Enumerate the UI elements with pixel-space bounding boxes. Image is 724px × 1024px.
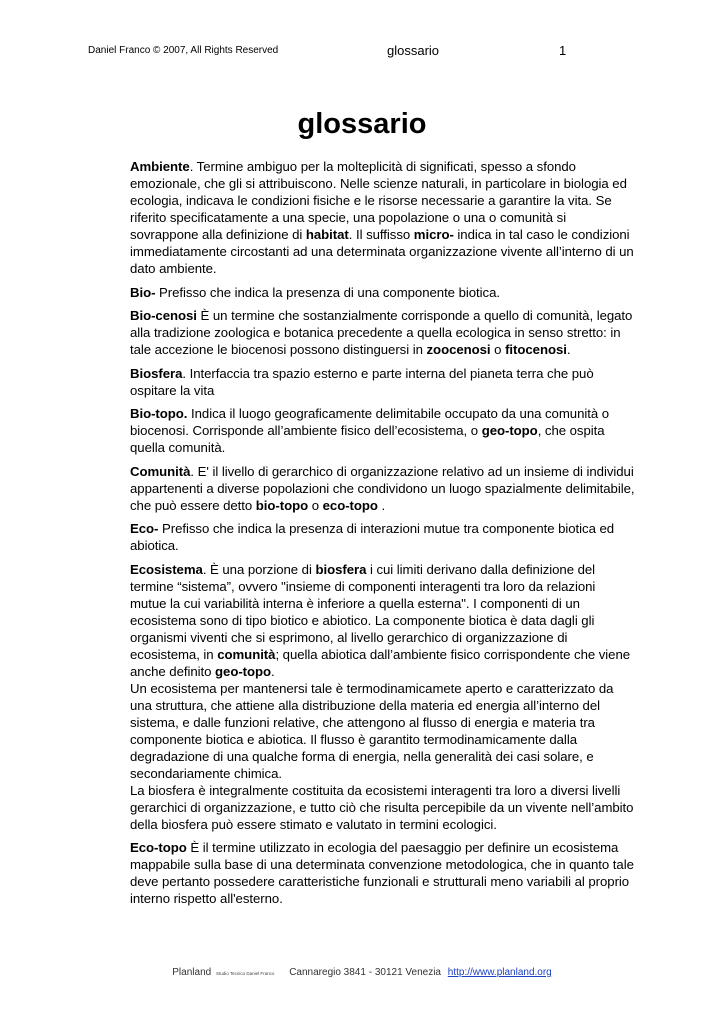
entry-text: È il termine utilizzato in ecologia del paesaggio per definire un ecosistema mappabile sulla base di una determinata convenzione metodologica, che in quanto tale deve pertanto possedere caratteristiche funzionali e strutturali meno variabili al proprio interno rispetto all'esterno.: [130, 840, 634, 906]
bold-term: Biosfera: [130, 365, 183, 381]
entry-text: , che ospita quella comunità.: [130, 423, 605, 455]
glossary-entry-eco: [130, 520, 635, 554]
glossary-entry-comunita: [130, 463, 635, 514]
bold-term: habitat: [305, 227, 349, 242]
glossary-content: [130, 158, 635, 914]
glossary-entry-ecosistema-continued-2: [130, 782, 635, 833]
entry-text: . Termine ambiguo per la molteplicità di significati, spesso a sfondo emozionale, che gli si attribuiscono. Nelle scienze naturali, in particolare in biologia ed ecologia, indicava le condizioni fisiche e le risorse necessarie a garantire la vita. Se riferito specificatamente a una specie, una popolazione o una o comunità si sovrappone alla definizione di: [130, 159, 627, 242]
bold-term: Eco-topo: [130, 840, 187, 855]
bold-term: Bio-: [130, 284, 156, 300]
entry-text: . Interfaccia tra spazio esterno e parte interna del pianeta terra che può ospitare la vita: [130, 365, 594, 398]
bold-term: zoocenosi: [426, 342, 491, 357]
footer-address: Cannaregio 3841 - 30121 Venezia: [289, 967, 441, 978]
footer-brand: Planland: [172, 967, 212, 978]
bold-term: Comunità: [130, 463, 191, 479]
glossary-entry-bio: [130, 284, 635, 301]
entry-text: Prefisso che indica la presenza di una componente biotica.: [155, 284, 500, 300]
bold-term: micro-: [413, 227, 454, 242]
glossary-entry-ambiente: [130, 158, 635, 277]
bold-term: fitocenosi: [505, 342, 567, 357]
entry-text: .: [566, 342, 571, 357]
entry-text: i cui limiti derivano dalla definizione del termine “sistema”, ovvero "insieme di componenti interagenti tra loro da relazioni mutue la cui variabilità interna è inferiore a quella esterna". I componenti di un ecosistema sono di tipo biotico e abiotico. La componente biotica è data dagli gli organismi viventi che si esprimono, al livello gerarchico di organizzazione di ecosistema, in: [130, 561, 596, 662]
footer: [0, 967, 724, 978]
bold-term: Bio-cenosi: [130, 308, 197, 323]
entry-text: .: [377, 497, 386, 513]
bold-term: eco-topo: [322, 497, 378, 513]
glossary-entry-ecosistema-continued-1: [130, 680, 635, 782]
footer-website-link[interactable]: http://www.planland.org: [447, 967, 552, 978]
bold-term: bio-topo: [255, 497, 309, 513]
header-title: glossario: [387, 43, 440, 58]
glossary-entry-bio-topo: [130, 405, 635, 456]
glossary-entry-eco-topo: [130, 839, 635, 907]
bold-term: Eco-: [130, 521, 159, 536]
entry-text: o: [490, 342, 506, 357]
bold-term: biosfera: [315, 561, 367, 577]
entry-text: . Il suffisso: [348, 227, 414, 242]
entry-text: Prefisso che indica la presenza di interazioni mutue tra componente biotica ed abiotica.: [130, 521, 615, 553]
page-number: 1: [559, 43, 567, 58]
footer-studio: Studio Tecnico Daniel Franco: [215, 971, 275, 976]
bold-term: Bio-topo.: [130, 406, 188, 421]
bold-term: comunità: [217, 646, 276, 662]
entry-text: . È una porzione di: [202, 561, 316, 577]
bold-term: geo-topo: [215, 663, 272, 679]
glossary-entry-biosfera: [130, 365, 635, 399]
document-title: glossario: [297, 108, 427, 140]
entry-text: La biosfera è integralmente costituita da ecosistemi interagenti tra loro a diversi livelli gerarchici di organizzazione, e tutto ciò che risulta percepibile da un vivente nell’ambito della biosfera può essere stimato e valutato in termini ecologici.: [130, 782, 634, 832]
bold-term: geo-topo: [481, 423, 538, 438]
entry-text: . E' il livello di gerarchico di organizzazione relativo ad un insieme di individui appartenenti a diverse popolazioni che condividono un luogo spazialmente delimitabile, che può essere detto: [130, 463, 635, 513]
entry-text: È un termine che sostanzialmente corrisponde a quello di comunità, legato alla tradizione zoologica e botanica precedente a quella ecologica in senso stretto: in tale accezione le biocenosi possono distinguersi in: [130, 308, 633, 357]
glossary-entry-bio-cenosi: [130, 307, 635, 358]
header-author: Daniel Franco © 2007, All Rights Reserved: [88, 45, 279, 56]
bold-term: Ecosistema: [130, 561, 203, 577]
entry-text: ; quella abiotica dall’ambiente fisico corrispondente che viene anche definito: [130, 646, 631, 679]
entry-text: o: [308, 497, 323, 513]
bold-term: Ambiente: [130, 159, 190, 174]
glossary-entry-ecosistema: [130, 561, 635, 680]
entry-text: Un ecosistema per mantenersi tale è termodinamicamete aperto e caratterizzato da una struttura, che attiene alla distribuzione della materia ed energia all’interno del sistema, e dalle funzioni relative, che attengono al flusso di energia e materia tra componente biotica e abiotica. Il flusso è garantito termodinamicamente dalla degradazione di una qualche forma di energia, nella generalità dei casi solare, e secondariamente chimica.: [130, 680, 614, 781]
entry-text: indica in tal caso le condizioni immediatamente circostanti ad una determinata organizzazione vivente all’interno di un dato ambiente.: [130, 227, 634, 276]
entry-text: .: [271, 663, 275, 679]
entry-text: Indica il luogo geograficamente delimitabile occupato da una comunità o biocenosi. Corrisponde all’ambiente fisico dell’ecosistema, o: [130, 406, 610, 438]
